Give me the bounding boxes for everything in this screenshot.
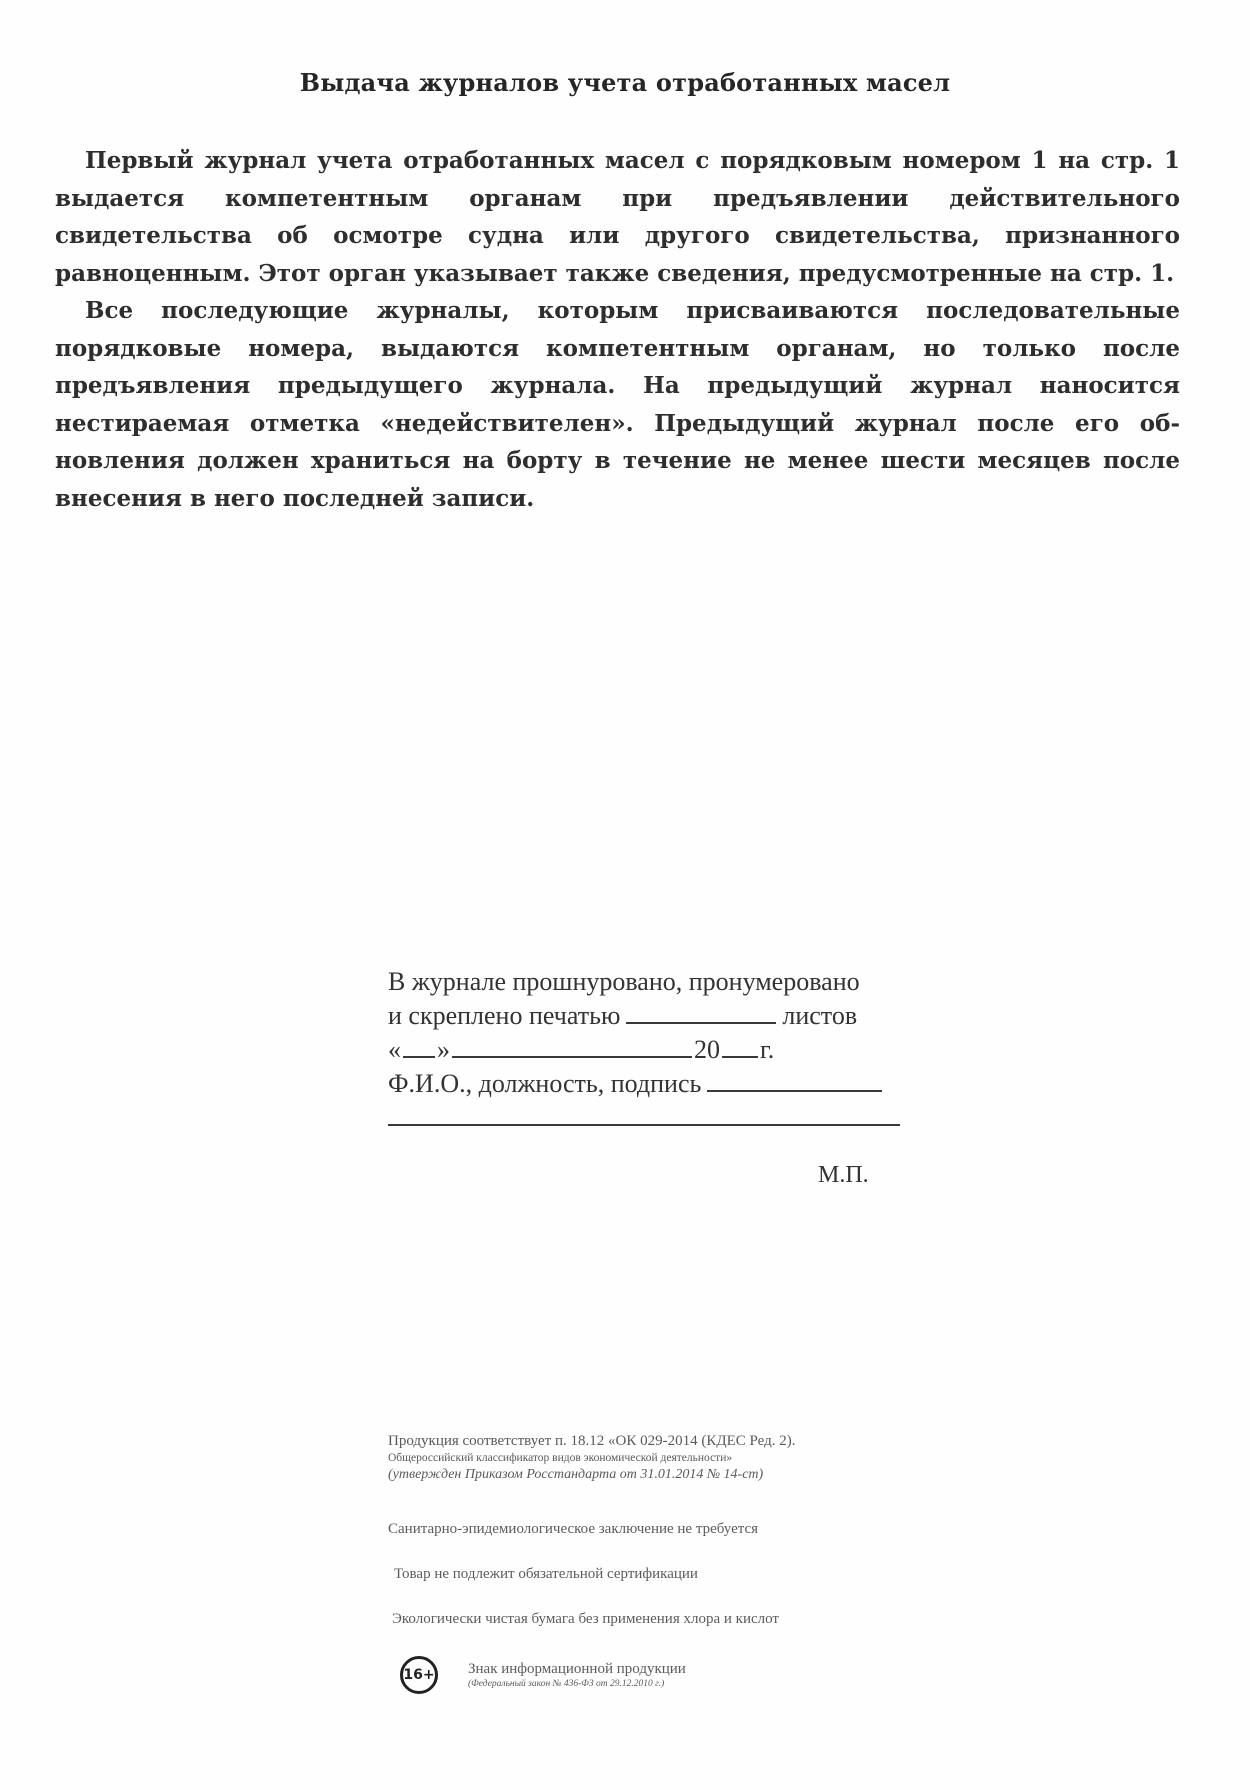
cert-sealed-text: и скреплено печатью [388, 1001, 621, 1030]
body-text [55, 142, 1180, 517]
paragraph-subsequent-journals: Все последующие журналы, которым присваиваются последовательные порядковые номера, выдаются компетентным органам, но только после предъявления предыдущего журнала. На предыдущий журнал наносится нестираемая отметка «недействителен». Предыдущий журнал после его обновления должен храниться на борту в течение не менее шести месяцев после внесения в него последней записи. [55, 297, 1180, 512]
date-close-quote: » [437, 1035, 450, 1064]
cert-line-laced [388, 965, 948, 999]
year-century: 20 [694, 1035, 720, 1064]
age-rating-law: (Федеральный закон № 436-ФЗ от 29.12.2010 г.) [468, 1678, 665, 1689]
year-blank[interactable] [722, 1034, 758, 1058]
sanitary-notice: Санитарно-эпидемиологическое заключение не требуется [388, 1521, 759, 1537]
paragraph-first-journal: Первый журнал учета отработанных масел с порядковым номером 1 на стр. 1 выдается компетентным органам при предъявлении действительного свидетельства об осмотре судна или другого свидетельства, признанного равноценным. Этот орган указывает также сведения, предусмотренные на стр. 1. [55, 147, 1180, 287]
date-open-quote: « [388, 1035, 401, 1064]
cert-laced-text: В журнале прошнуровано, пронумеровано [388, 967, 860, 996]
cert-line-sealed [388, 999, 948, 1033]
conformity-notice [388, 1432, 908, 1484]
age-rating-value: 16+ [403, 1667, 435, 1683]
month-blank[interactable] [452, 1034, 692, 1058]
signature-label: Ф.И.О., должность, подпись [388, 1069, 702, 1098]
conformity-line-3: (утвержден Приказом Росстандарта от 31.01.2014 № 14-ст) [388, 1467, 764, 1482]
conformity-line-2: Общероссийский классификатор видов экономической деятельности» [388, 1452, 733, 1464]
stamp-place: М.П. [818, 1162, 869, 1188]
age-rating-text [468, 1661, 686, 1690]
signature-blank[interactable] [707, 1068, 882, 1092]
page-title: Выдача журналов учета отработанных масел [299, 68, 951, 97]
age-rating-label: Знак информационной продукции [468, 1660, 686, 1677]
cert-line-date [388, 1033, 948, 1067]
cert-sheets-label: листов [782, 1001, 858, 1030]
age-rating-icon [400, 1656, 438, 1694]
conformity-line-1: Продукция соответствует п. 18.12 «ОК 029-2014 (КДЕС Ред. 2). [388, 1433, 796, 1449]
ecology-notice: Экологически чистая бумага без применения хлора и кислот [392, 1611, 779, 1627]
signature-extra-line[interactable] [388, 1124, 900, 1126]
day-blank[interactable] [403, 1034, 435, 1058]
certification-notice: Товар не подлежит обязательной сертификации [394, 1566, 698, 1582]
cert-line-signature [388, 1067, 948, 1101]
age-rating-block [400, 1656, 686, 1694]
sheet-count-blank[interactable] [626, 1000, 776, 1024]
year-suffix: г. [760, 1035, 775, 1064]
certification-block [388, 965, 948, 1101]
